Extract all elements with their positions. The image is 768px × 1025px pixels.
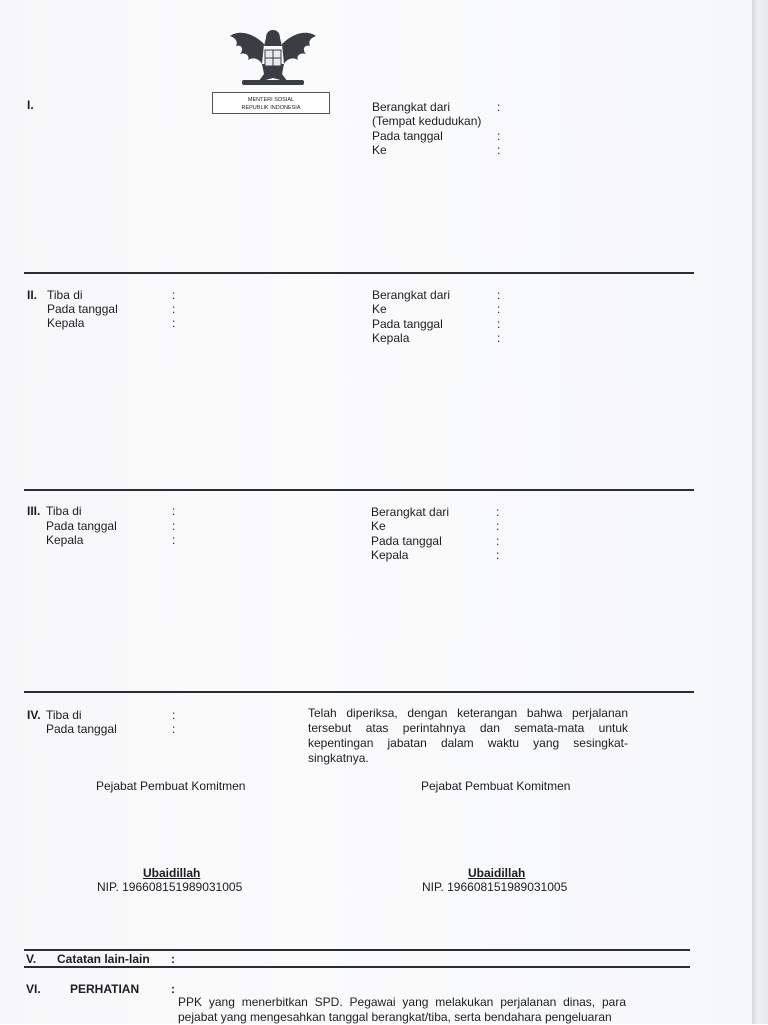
- s2-kepala-right-label: Kepala: [372, 331, 410, 345]
- section-4-number: IV.: [27, 708, 41, 722]
- section-divider: [24, 272, 694, 274]
- colon: :: [172, 316, 176, 330]
- s3-kepala-label: Kepala: [46, 533, 84, 547]
- official-title-line1: MENTERI SOSIAL: [247, 97, 295, 103]
- colon: :: [497, 100, 501, 114]
- s2-berangkat-dari-label: Berangkat dari: [372, 288, 451, 302]
- signer-left-name: Ubaidillah: [143, 866, 201, 880]
- section-2-number: II.: [27, 288, 38, 302]
- s2-kepala-label: Kepala: [47, 316, 85, 330]
- section-divider: [24, 966, 690, 968]
- s1-berangkat-dari-label: Berangkat dari: [372, 100, 451, 114]
- colon: :: [497, 331, 501, 345]
- s4-pada-tanggal-label: Pada tanggal: [46, 722, 117, 736]
- s4-tiba-di-label: Tiba di: [46, 708, 82, 722]
- signer-right-title: Pejabat Pembuat Komitmen: [421, 779, 571, 793]
- s3-berangkat-dari-label: Berangkat dari: [371, 505, 450, 519]
- signer-right-nip: NIP. 196608151989031005: [422, 880, 568, 894]
- s1-pada-tanggal-label: Pada tanggal: [372, 129, 443, 143]
- perhatian-label: PERHATIAN: [70, 982, 140, 996]
- colon: :: [172, 519, 176, 533]
- official-title-box: [212, 92, 330, 114]
- signer-left-nip: NIP. 196608151989031005: [97, 880, 243, 894]
- colon: :: [497, 129, 501, 143]
- colon: :: [171, 952, 175, 966]
- scan-edge: [752, 0, 768, 1024]
- section-divider: [24, 949, 690, 951]
- s3-pada-tanggal-right-label: Pada tanggal: [371, 534, 442, 548]
- signer-right-name: Ubaidillah: [468, 866, 526, 880]
- colon: :: [172, 302, 176, 316]
- section-3-number: III.: [27, 504, 41, 518]
- colon: :: [496, 519, 500, 533]
- s3-pada-tanggal-label: Pada tanggal: [46, 519, 117, 533]
- colon: :: [172, 708, 176, 722]
- section-5-number: V.: [26, 952, 37, 966]
- s1-tempat-label: (Tempat kedudukan): [372, 114, 482, 128]
- s2-pada-tanggal-label: Pada tanggal: [47, 302, 118, 316]
- section-6-number: VI.: [26, 982, 41, 996]
- s1-ke-label: Ke: [372, 143, 387, 157]
- garuda-emblem-icon: [228, 24, 318, 88]
- verification-statement: Telah diperiksa, dengan keterangan bahwa perjalanan tersebut atas perintahnya dan semata-mata untuk kepentingan jabatan dalam waktu yang sesingkat-singkatnya.: [308, 706, 628, 765]
- s3-ke-label: Ke: [371, 519, 386, 533]
- colon: :: [172, 504, 176, 518]
- section-divider: [24, 489, 694, 491]
- colon: :: [497, 143, 501, 157]
- colon: :: [172, 533, 176, 547]
- colon: :: [497, 317, 501, 331]
- s3-kepala-right-label: Kepala: [371, 548, 409, 562]
- catatan-label: Catatan lain-lain: [57, 952, 150, 966]
- signer-left-title: Pejabat Pembuat Komitmen: [96, 779, 246, 793]
- section-1-number: I.: [27, 98, 34, 112]
- s3-tiba-di-label: Tiba di: [46, 504, 82, 518]
- colon: :: [497, 302, 501, 316]
- s2-ke-label: Ke: [372, 302, 387, 316]
- colon: :: [496, 548, 500, 562]
- s2-tiba-di-label: Tiba di: [47, 288, 83, 302]
- colon: :: [172, 722, 176, 736]
- colon: :: [497, 288, 501, 302]
- colon: :: [496, 534, 500, 548]
- colon: :: [171, 982, 175, 996]
- official-title-line2: REPUBLIK INDONESIA: [241, 105, 301, 111]
- section-divider: [24, 691, 694, 693]
- perhatian-text: PPK yang menerbitkan SPD. Pegawai yang melakukan perjalanan dinas, para pejabat yang mengesahkan tanggal berangkat/tiba, serta bendahara pengeluaran: [178, 995, 626, 1024]
- colon: :: [496, 505, 500, 519]
- colon: :: [172, 288, 176, 302]
- s2-pada-tanggal-right-label: Pada tanggal: [372, 317, 443, 331]
